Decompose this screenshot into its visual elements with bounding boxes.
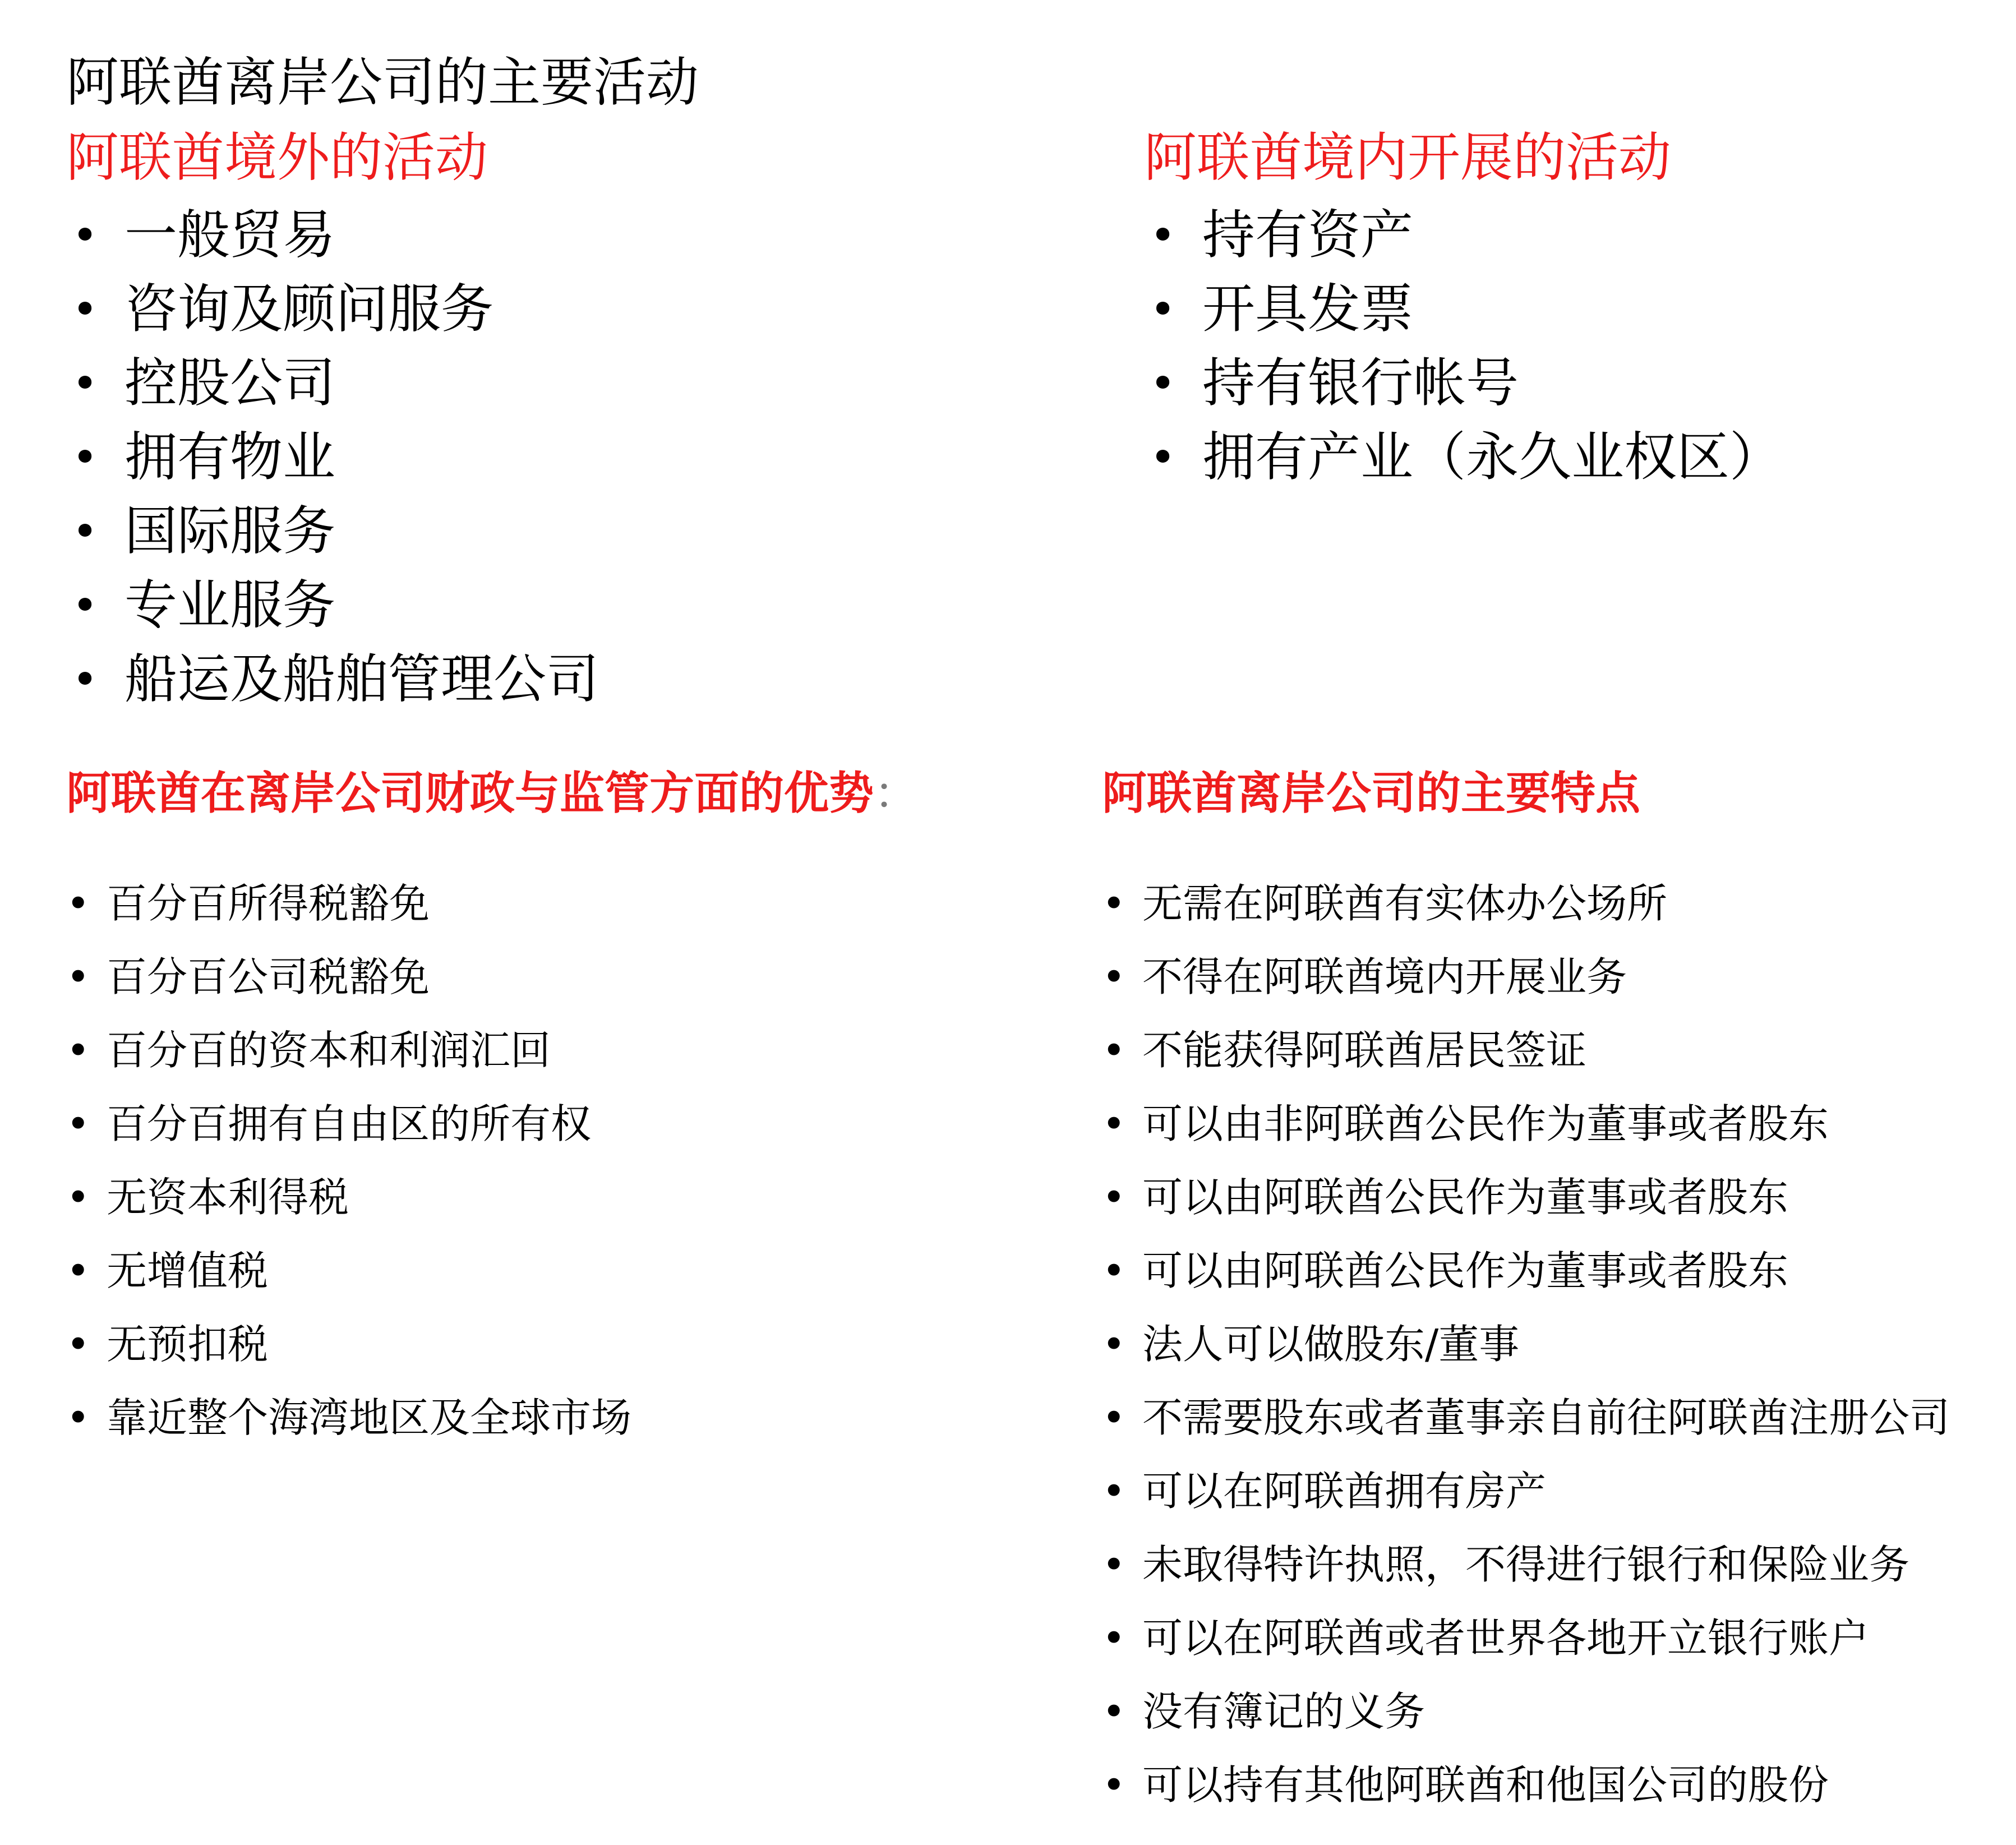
list-item: • 开具发票: [1144, 273, 1782, 347]
list-item: • 咨询及顾问服务: [66, 273, 599, 347]
list-item: • 靠近整个海湾地区及全球市场: [66, 1381, 631, 1455]
list-item: • 无需在阿联酋有实体办公场所: [1102, 867, 1950, 940]
bullet-icon: •: [66, 1394, 90, 1441]
list-item: • 无增值税: [66, 1234, 631, 1308]
list-item: • 不需要股东或者董事亲自前往阿联酋注册公司: [1102, 1381, 1950, 1455]
outside-activities-list: [66, 199, 599, 717]
bullet-icon: •: [1102, 1688, 1126, 1735]
list-item: • 可以在阿联酋或者世界各地开立银行账户: [1102, 1602, 1950, 1675]
bullet-icon: •: [1102, 953, 1126, 1000]
list-item: • 法人可以做股东/董事: [1102, 1308, 1950, 1381]
list-item: • 无预扣税: [66, 1308, 631, 1381]
page-title: 阿联酋离岸公司的主要活动: [66, 52, 699, 113]
bullet-icon: •: [72, 357, 99, 409]
advantages-list: [66, 867, 631, 1455]
bullet-icon: •: [72, 283, 99, 335]
list-item: • 百分百拥有自由区的所有权: [66, 1087, 631, 1161]
advantages-heading-suffix: ：: [874, 767, 919, 819]
list-item: • 未取得特许执照，不得进行银行和保险业务: [1102, 1528, 1950, 1602]
list-item: • 可以在阿联酋拥有房产: [1102, 1455, 1950, 1528]
bullet-icon: •: [72, 653, 99, 705]
outside-activities-heading: 阿联酋境外的活动: [66, 127, 488, 188]
list-item: • 拥有产业（永久业权区）: [1144, 421, 1782, 495]
bullet-icon: •: [1102, 880, 1126, 927]
list-item: • 可以由非阿联酋公民作为董事或者股东: [1102, 1087, 1950, 1161]
bullet-icon: •: [66, 1174, 90, 1221]
bullet-icon: •: [66, 953, 90, 1000]
bullet-icon: •: [72, 505, 99, 557]
list-item: • 无资本利得税: [66, 1161, 631, 1234]
bullet-icon: •: [72, 579, 99, 631]
bullet-icon: •: [1150, 357, 1177, 409]
list-item: • 控股公司: [66, 347, 599, 421]
list-item: • 可以由阿联酋公民作为董事或者股东: [1102, 1234, 1950, 1308]
list-item: • 可以由阿联酋公民作为董事或者股东: [1102, 1161, 1950, 1234]
advantages-heading: [66, 763, 919, 824]
bullet-icon: •: [72, 431, 99, 483]
list-item: • 百分百所得税豁免: [66, 867, 631, 940]
bullet-icon: •: [72, 209, 99, 261]
list-item: • 一般贸易: [66, 199, 599, 273]
bullet-icon: •: [66, 1321, 90, 1368]
list-item: • 不得在阿联酋境内开展业务: [1102, 940, 1950, 1014]
list-item: • 国际服务: [66, 495, 599, 569]
bullet-icon: •: [1102, 1174, 1126, 1221]
bullet-icon: •: [1102, 1321, 1126, 1368]
bullet-icon: •: [1102, 1615, 1126, 1662]
features-list: [1102, 867, 1950, 1822]
list-item: • 专业服务: [66, 569, 599, 643]
bullet-icon: •: [66, 880, 90, 927]
bullet-icon: •: [1102, 1027, 1126, 1074]
bullet-icon: •: [1150, 209, 1177, 261]
list-item: • 百分百公司税豁免: [66, 940, 631, 1014]
bullet-icon: •: [1102, 1468, 1126, 1515]
bullet-icon: •: [1150, 431, 1177, 483]
bullet-icon: •: [66, 1247, 90, 1294]
list-item: • 持有资产: [1144, 199, 1782, 273]
list-item: • 持有银行帐号: [1144, 347, 1782, 421]
list-item: • 百分百的资本和利润汇回: [66, 1014, 631, 1087]
list-item: • 拥有物业: [66, 421, 599, 495]
bullet-icon: •: [1102, 1247, 1126, 1294]
inside-activities-heading: 阿联酋境内开展的活动: [1144, 127, 1672, 188]
bullet-icon: •: [1102, 1394, 1126, 1441]
advantages-heading-text: 阿联酋在离岸公司财政与监管方面的优势: [66, 767, 874, 819]
list-item: • 没有簿记的义务: [1102, 1675, 1950, 1749]
list-item: • 船运及船舶管理公司: [66, 643, 599, 717]
bullet-icon: •: [1102, 1761, 1126, 1809]
bullet-icon: •: [66, 1027, 90, 1074]
bullet-icon: •: [66, 1100, 90, 1147]
inside-activities-list: [1144, 199, 1782, 495]
list-item: • 不能获得阿联酋居民签证: [1102, 1014, 1950, 1087]
list-item: • 可以持有其他阿联酋和他国公司的股份: [1102, 1749, 1950, 1822]
bullet-icon: •: [1150, 283, 1177, 335]
bullet-icon: •: [1102, 1100, 1126, 1147]
bullet-icon: •: [1102, 1541, 1126, 1588]
features-heading: 阿联酋离岸公司的主要特点: [1102, 767, 1640, 819]
